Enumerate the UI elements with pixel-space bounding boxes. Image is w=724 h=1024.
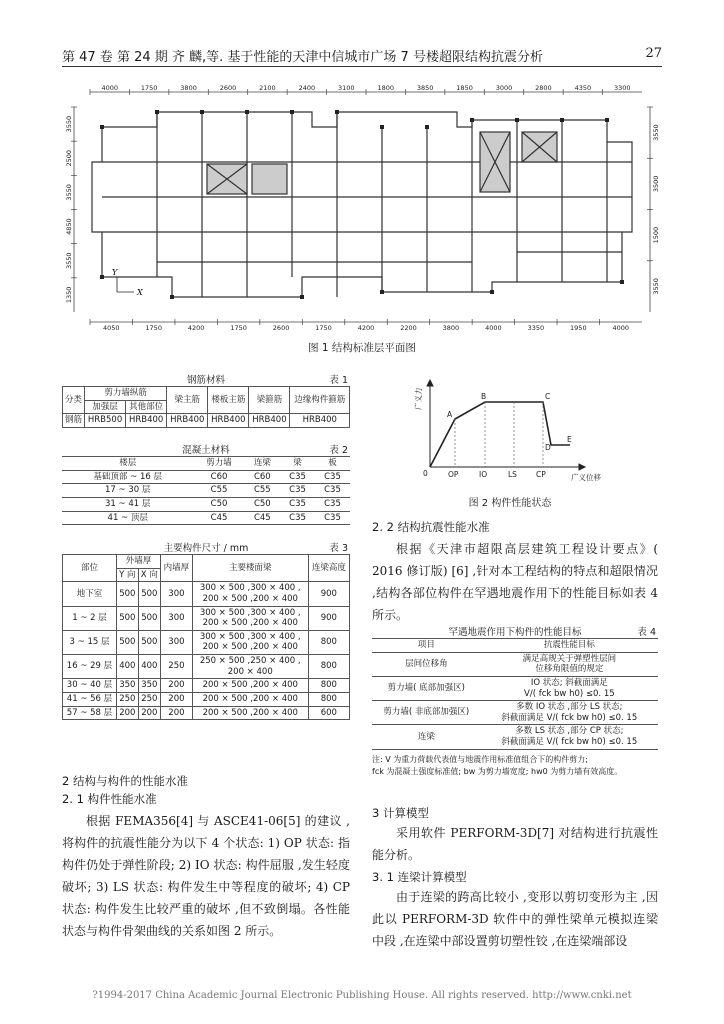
dimension-label: 3000: [495, 84, 513, 92]
t1-h-beam-main: 梁主筋: [167, 387, 208, 414]
dimension-label: 4000: [612, 324, 630, 332]
dimension-label: 3550: [65, 252, 73, 270]
skeleton-curve-chart: [395, 372, 625, 487]
point-label-a: A: [447, 410, 453, 419]
running-title: 第 47 卷 第 24 期 齐 麟,等. 基于性能的天津中信城市广场 7 号楼超限结构抗震分析: [62, 50, 543, 65]
dimension-label: 1850: [456, 84, 473, 92]
section-2-1-paragraph: 根据 FEMA356[4] 与 ASCE41-06[5] 的建议 ,将构件的抗震性能分为以下 4 个状态: 1) OP 状态: 指构件仍处于弹性阶段; 2) IO 状态: 构件屈服 ,发生轻度破坏; 3) LS 状态: 构件发生中等程度的破坏; 4) CP 状态: 构件发生比较严重的破坏 ,但不致倒塌。各性能状态与构件骨架曲线的关系如图 2 所示。: [62, 814, 350, 938]
point-label-e: E: [567, 435, 572, 444]
table-2: 混凝土材料 表 2 楼层 剪力墙 连梁 梁 板 基础顶部 ~ 16 层 C60 C60 C35 C35 17 ~ 30 层 C55 C55 C35 C35 31 ~ 41 层 C50 C50 C35 C35 41 ~ 顶层 C45 C45 C35 C35: [62, 442, 350, 525]
table-1: [62, 372, 350, 428]
section-2: [62, 772, 350, 942]
section-2-2-heading: 2. 2 结构抗震性能水准: [372, 520, 490, 534]
table-4: 罕遇地震作用下构件的性能目标 表 4 项目 抗震性能目标 层间位移角 满足高规关于弹塑性层间 位移角限值的规定 剪力墙( 底部加强区) IO 状态; 斜截面满足 V/( fck bw h0) ≤0. 15 剪力墙( 非底部加强区) 多数 IO 状态 ,部分 LS 状态; 斜截面满足 V/( fck bw h0) ≤0. 15 连梁 多数 LS 状态 ,部分 CP 状态; 斜截面满足 V/( fck bw h0) ≤0. 15 注: V 为重力荷载代表值与地震作用标准值组合下的构件剪力; fck 为混凝土强度标准值; bw 为剪力墙宽度; hw0 为剪力墙有效高度。: [372, 624, 658, 778]
dimension-label: 3300: [614, 84, 631, 92]
table-row: 31 ~ 41 层 C50 C50 C35 C35: [62, 497, 350, 511]
dimension-label: 2800: [535, 84, 552, 92]
dimension-label: 3800: [180, 84, 197, 92]
table-2-title: 混凝土材料: [182, 445, 230, 456]
section-2-2-paragraph: 根据《天津市超限高层建筑工程设计要点》( 2016 修订版) [6] ,针对本工程结构的特点和超限情况 ,结构各部位构件在罕遇地震作用下的性能目标如表 4 所示。: [372, 542, 658, 622]
table-1-title: 钢筋材料: [186, 375, 225, 386]
dimension-label: 4350: [574, 84, 592, 92]
table-row: 30 ~ 40 层 350 350 200 200 × 500 ,200 × 400 800: [63, 679, 350, 693]
dimension-label: 1750: [145, 324, 162, 332]
t1-h-category: 分类: [63, 387, 85, 414]
dimension-label: 2600: [272, 324, 290, 332]
dimension-label: 2600: [219, 84, 237, 92]
dimension-label: 4000: [485, 324, 502, 332]
tick-io: IO: [479, 470, 488, 479]
section-2-heading: 2 结构与构件的性能水准: [62, 774, 188, 788]
dimension-label: 1750: [140, 84, 158, 92]
t1-h-stirrup: 梁箍筋: [249, 387, 290, 414]
dimension-label: 2100: [259, 84, 276, 92]
tick-ls: LS: [508, 470, 517, 479]
origin-label: 0: [423, 469, 428, 478]
dimension-label: 4050: [102, 324, 120, 332]
section-3: [372, 804, 658, 952]
dimension-label: 1350: [65, 286, 73, 304]
dimension-label: 3100: [338, 84, 355, 92]
page-header: [62, 44, 662, 67]
floor-plan-drawing: [62, 82, 662, 332]
table-row: 基础顶部 ~ 16 层 C60 C60 C35 C35: [62, 470, 350, 484]
table-row: 层间位移角 满足高规关于弹塑性层间 位移角限值的规定: [372, 652, 658, 676]
dimension-label: 2400: [298, 84, 316, 92]
table-3-title: 主要构件尺寸 / mm: [163, 543, 249, 554]
section-2-2: [372, 518, 658, 626]
dimension-label: 1750: [315, 324, 332, 332]
dimension-label: 3550: [652, 124, 660, 141]
table-row: 3 ~ 15 层 500 500 300 300 × 500 ,300 × 400 , 200 × 500 ,200 × 400 800: [63, 630, 350, 654]
dimension-label: 3500: [652, 175, 660, 193]
section-3-paragraph: 采用软件 PERFORM-3D[7] 对结构进行抗震性能分析。: [372, 826, 658, 862]
section-2-1-heading: 2. 1 构件性能水准: [62, 792, 157, 806]
page-number: 27: [645, 46, 662, 61]
table-4-number: 表 4: [637, 627, 656, 638]
dimension-label: 2500: [65, 149, 73, 167]
table-2-number: 表 2: [329, 445, 348, 456]
dimension-label: 4200: [187, 324, 205, 332]
figure-1: [62, 82, 662, 352]
dimension-label: 4850: [65, 218, 73, 235]
dimension-label: 1950: [570, 324, 587, 332]
dimension-label: 1500: [652, 226, 660, 244]
table-1-number: 表 1: [329, 375, 348, 386]
axis-x-label: X: [137, 288, 143, 297]
tick-op: OP: [448, 470, 459, 479]
table-row: 41 ~ 顶层 C45 C45 C35 C35: [62, 511, 350, 525]
t1-h-reinforced: 加强层: [85, 400, 126, 414]
figure-2: [395, 372, 625, 512]
table-row: 剪力墙( 底部加强区) IO 状态; 斜截面满足 V/( fck bw h0) ≤0. 15: [372, 676, 658, 700]
figure-1-caption: 图 1 结构标准层平面图: [308, 342, 416, 354]
dimension-label: 1750: [230, 324, 247, 332]
dimension-label: 3350: [527, 324, 545, 332]
dimension-label: 4200: [357, 324, 375, 332]
y-axis-label: 广义力: [414, 387, 423, 410]
section-3-1-paragraph: 由于连梁的跨高比较小 ,变形以剪切变形为主 ,因此以 PERFORM-3D 软件中的弹性梁单元模拟连梁中段 ,在连梁中部设置剪切塑性铰 ,在连梁端部设: [372, 890, 658, 948]
figure-2-caption: 图 2 构件性能状态: [468, 498, 552, 509]
x-axis-label: 广义位移: [571, 473, 601, 482]
table-3-number: 表 3: [329, 543, 348, 554]
section-3-heading: 3 计算模型: [372, 806, 429, 820]
dimension-label: 1800: [377, 84, 394, 92]
axis-y-label: Y: [112, 268, 118, 277]
table-4-note-1: 注: V 为重力荷载代表值与地震作用标准值组合下的构件剪力;: [372, 754, 588, 764]
dimension-label: 2200: [400, 324, 417, 332]
dimension-label: 3550: [652, 278, 660, 295]
table-row: 连梁 多数 LS 状态 ,部分 CP 状态; 斜截面满足 V/( fck bw h0) ≤0. 15: [372, 725, 658, 749]
t1-h-shearwall: 剪力墙纵筋: [85, 387, 167, 401]
point-label-c: C: [545, 392, 551, 401]
table-row: 1 ~ 2 层 500 500 300 300 × 500 ,300 × 400 , 200 × 500 ,200 × 400 900: [63, 606, 350, 630]
dimension-label: 3800: [442, 324, 460, 332]
table-row: 57 ~ 58 层 200 200 200 200 × 500 ,200 × 400 600: [63, 706, 350, 720]
dimension-label: 3550: [65, 184, 73, 201]
t1-h-slab: 楼板主筋: [208, 387, 249, 414]
dimension-label: 3550: [65, 115, 73, 133]
table-row: 17 ~ 30 层 C55 C55 C35 C35: [62, 484, 350, 498]
section-3-1-heading: 3. 1 连梁计算模型: [372, 870, 467, 884]
point-label-d: D: [545, 443, 551, 452]
point-label-b: B: [481, 392, 487, 401]
page-footer: ?1994-2017 China Academic Journal Electronic Publishing House. All rights reserved. http://www.cnki.net: [92, 990, 632, 1001]
table-row: 41 ~ 56 层 250 250 200 200 × 500 ,200 × 400 800: [63, 692, 350, 706]
dimension-label: 3850: [416, 84, 434, 92]
table-4-title: 罕遇地震作用下构件的性能目标: [448, 627, 582, 638]
table-row: 地下室 500 500 300 300 × 500 ,300 × 400 , 200 × 500 ,200 × 400 900: [63, 582, 350, 606]
table-3: 主要构件尺寸 / mm 表 3 部位 外墙厚 内墙厚 主要楼面梁 连梁高度 Y 向 X 向 地下室 500 500 300 300 × 500 ,300 × 400 , 200 × 500 ,200 × 400 900 1 ~ 2 层 500 500 300 300 × 500 ,300 × 400 , 200 × 500 ,200 × 400 900 3 ~ 15 层 500 500 300 300 × 500 ,300 × 400 , 200 × 500 ,200 × 400 800 16 ~ 29 层 400 400 250 250 × 500 ,250 × 400 , 200 × 400 800 30 ~ 40 层 350 350 200 200 × 500 ,200 × 400 800 41 ~ 56 层 250 250 200 200 × 500 ,200 × 400 800 57 ~ 58 层 200 200 200 200 × 500 ,200 × 400 600: [62, 540, 350, 720]
t1-h-other: 其他部位: [126, 400, 167, 414]
table-row: 剪力墙( 非底部加强区) 多数 IO 状态 ,部分 LS 状态; 斜截面满足 V/( fck bw h0) ≤0. 15: [372, 701, 658, 725]
t1-h-edge: 边缘构件箍筋: [290, 387, 350, 414]
table-4-note-2: fck 为混凝土强度标准值; bw 为剪力墙宽度; hw0 为剪力墙有效高度。: [372, 766, 623, 776]
table-row: 16 ~ 29 层 400 400 250 250 × 500 ,250 × 400 , 200 × 400 800: [63, 655, 350, 679]
table-row: 钢筋 HRB500 HRB400 HRB400 HRB400 HRB400 HRB400: [63, 414, 350, 428]
tick-cp: CP: [536, 470, 546, 479]
dimension-label: 4000: [101, 84, 118, 92]
